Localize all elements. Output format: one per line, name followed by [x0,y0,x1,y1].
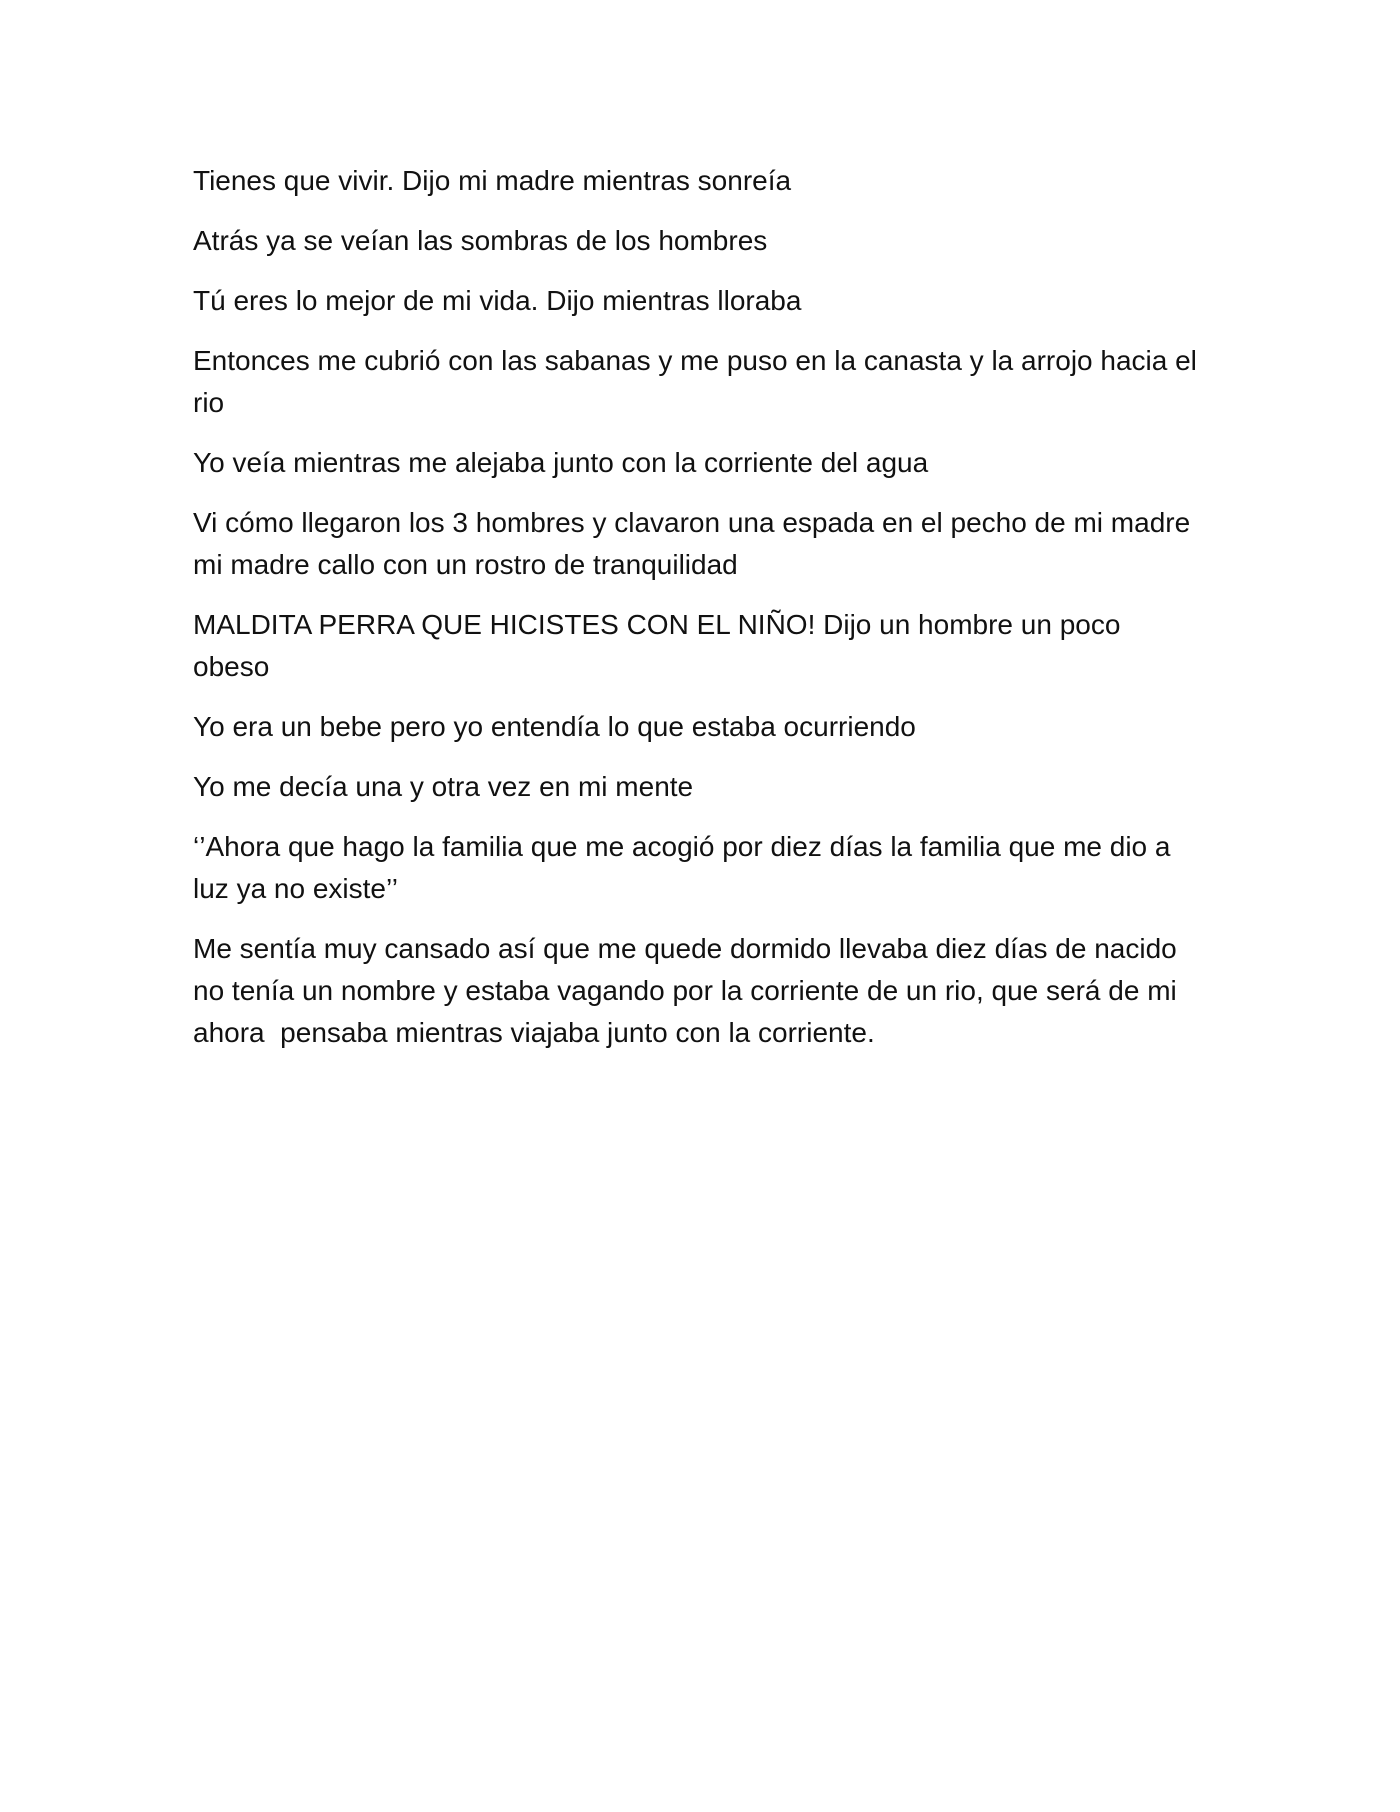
paragraph: MALDITA PERRA QUE HICISTES CON EL NIÑO! Dijo un hombre un poco obeso [193,609,1129,682]
paragraph: Tienes que vivir. Dijo mi madre mientras sonreía [193,165,792,196]
story-text [193,160,1203,1072]
paragraph: Tú eres lo mejor de mi vida. Dijo mientras lloraba [193,285,802,316]
paragraph: ‘’Ahora que hago la familia que me acogió por diez días la familia que me dio a luz ya no existe’’ [193,831,1179,904]
paragraph: Atrás ya se veían las sombras de los hombres [193,225,768,256]
paragraph: Yo era un bebe pero yo entendía lo que estaba ocurriendo [193,711,916,742]
paragraph: Yo me decía una y otra vez en mi mente [193,771,694,802]
paragraph: Vi cómo llegaron los 3 hombres y clavaron una espada en el pecho de mi madre mi madre callo con un rostro de tranquilidad [193,507,1198,580]
paragraph: Me sentía muy cansado así que me quede dormido llevaba diez días de nacido no tenía un nombre y estaba vagando por la corriente de un rio, que será de mi ahora pensaba mientras viajaba junto con la corriente. [193,933,1185,1048]
paragraph: Entonces me cubrió con las sabanas y me puso en la canasta y la arrojo hacia el rio [193,345,1205,418]
paragraph: Yo veía mientras me alejaba junto con la corriente del agua [193,447,929,478]
